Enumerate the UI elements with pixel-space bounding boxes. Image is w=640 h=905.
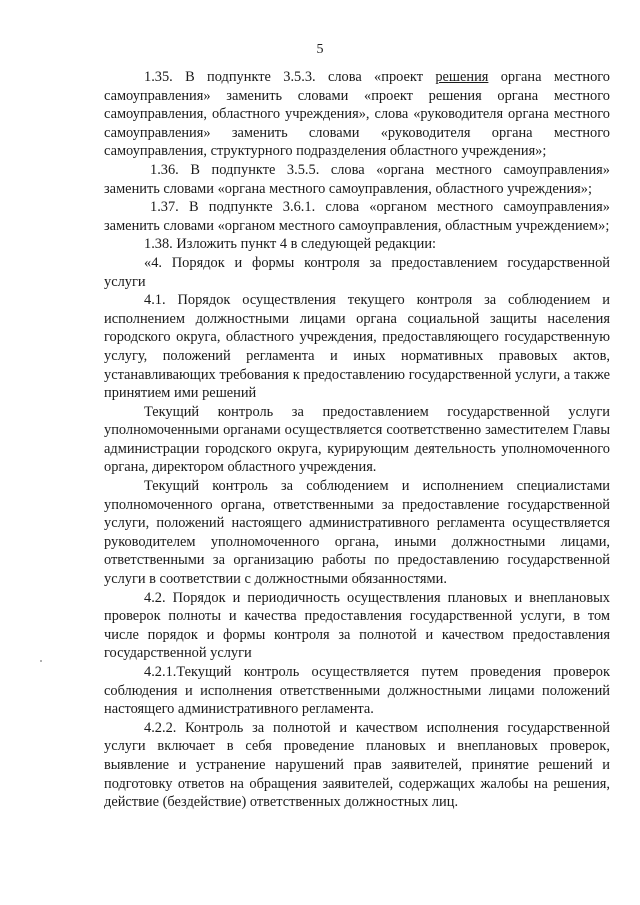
paragraph-text: 1.35. В подпункте 3.5.3. слова «проект xyxy=(144,69,436,85)
margin-mark xyxy=(40,660,42,662)
document-body xyxy=(104,68,610,812)
paragraph-4-2: 4.2. Порядок и периодичность осуществления плановых и внеплановых проверок полноты и качества предоставления государственной услуги, в том числе порядок и формы контроля за полнотой и качеством предоставления государственной услуги xyxy=(104,589,610,662)
paragraph-4-1: 4.1. Порядок осуществления текущего контроля за соблюдением и исполнением должностными лицами органа социальной защиты населения городского округа, областного учреждения, предоставляющего государственную услугу, положений регламента и иных нормативных правовых актов, устанавливающих требования к предоставлению государственной услуги, а также принятием ими решений xyxy=(104,292,610,402)
paragraph-1-36: 1.36. В подпункте 3.5.5. слова «органа местного самоуправления» заменить словами «органа местного самоуправления, областного учреждения»; xyxy=(104,161,610,197)
paragraph-1-38: 1.38. Изложить пункт 4 в следующей редакции: xyxy=(144,236,437,253)
paragraph-4-2-2: 4.2.2. Контроль за полнотой и качеством исполнения государственной услуги включает в себя проведение плановых и внеплановых проверок, выявление и устранение нарушений прав заявителей, принятие решений и подготовку ответов на обращения заявителей, содержащих жалобы на решения, действие (бездействие) ответственных должностных лиц. xyxy=(104,719,610,811)
section-4-heading: «4. Порядок и формы контроля за предоставлением государственной услуги xyxy=(104,254,610,290)
paragraph-1-37: 1.37. В подпункте 3.6.1. слова «органом местного самоуправления» заменить словами «органом местного самоуправления, областным учреждением»; xyxy=(104,199,610,234)
page-number: 5 xyxy=(316,42,324,57)
paragraph-4-2-1: 4.2.1.Текущий контроль осуществляется путем проведения проверок соблюдения и исполнения ответственными должностными лицами положений настоящего административного регламента. xyxy=(104,664,610,718)
paragraph-text: органа местного самоуправления» заменить словами «проект решения органа местного самоуправления, областного учреждения», слова «руководителя органа местного самоуправления» заменить словами «руководителя органа местного самоуправления, структурного подразделения областного учреждения»; xyxy=(104,69,610,160)
underlined-word: решения xyxy=(435,69,489,85)
paragraph-1-35 xyxy=(104,68,610,161)
paragraph-current-control: Текущий контроль за предоставлением государственной услуги уполномоченными органами осуществляется соответственно заместителем Главы администрации городского округа, курирующим деятельность уполномоченного органа, директором областного учреждения. xyxy=(104,403,610,476)
paragraph-current-control-specialists: Текущий контроль за соблюдением и исполнением специалистами уполномоченного органа, ответственными за предоставление государственной услуги, положений настоящего административного регламента осуществляется руководителем уполномоченного органа, иными должностными лицами, ответственными за организацию работы по предоставлению государственной услуги в соответствии с должностными обязанностями. xyxy=(104,478,610,588)
